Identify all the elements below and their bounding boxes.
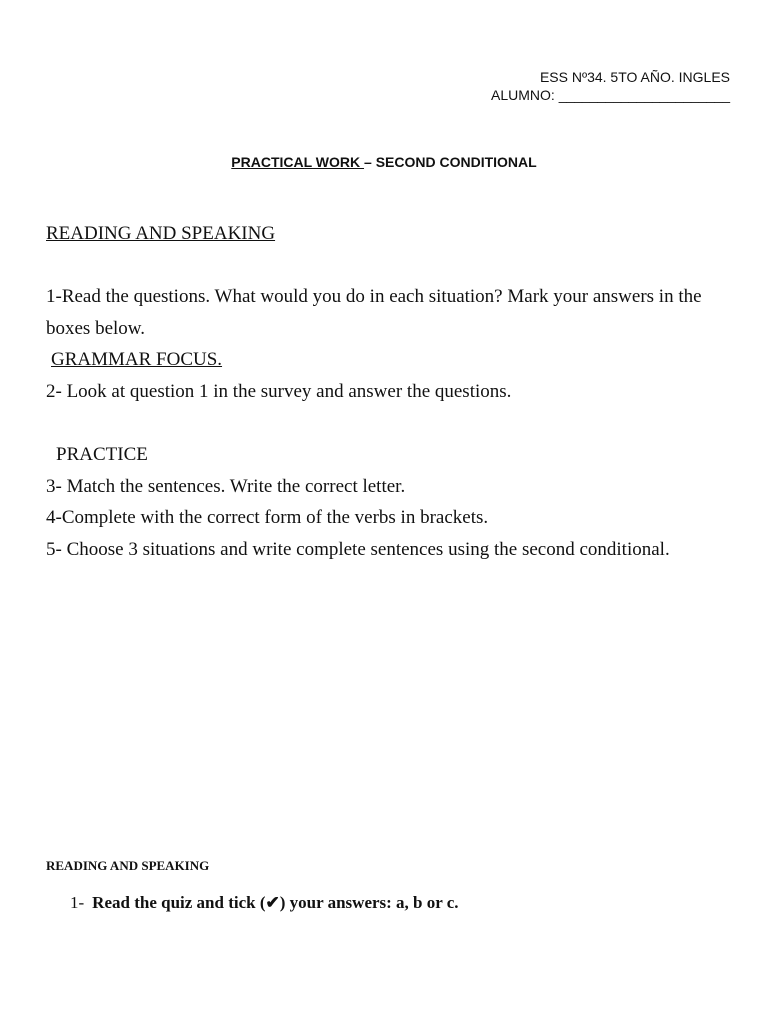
instructions-section [46,218,736,566]
practice-heading: PRACTICE [56,444,148,466]
school-info: ESS Nº34. 5TO AÑO. INGLES [539,69,730,85]
document-header [491,68,730,104]
instruction-item-3: 3- Match the sentences. Write the correct letter. [46,475,406,497]
spacer [46,250,736,282]
title-rest: – SECOND CONDITIONAL [364,154,537,170]
quiz-instruction [70,893,459,913]
section2-heading: READING AND SPEAKING [46,858,210,873]
document-title [0,154,768,170]
spacer [46,408,736,440]
student-name-line: ALUMNO: ______________________ [491,87,730,103]
grammar-focus-heading: GRAMMAR FOCUS. [51,349,223,371]
instruction-item-5: 5- Choose 3 situations and write complete sentences using the second conditional. [46,538,670,560]
instruction-item-1: 1-Read the questions. What would you do in each situation? Mark your answers in the boxes below. [46,286,702,339]
instruction-item-4: 4-Complete with the correct form of the verbs in brackets. [46,507,489,529]
quiz-item-number: 1- [70,893,85,912]
quiz-item-text: Read the quiz and tick (✔) your answers: a, b or c. [92,893,459,912]
section-heading-reading-speaking: READING AND SPEAKING [46,223,276,244]
title-underlined: PRACTICAL WORK [231,154,365,170]
instruction-item-2: 2- Look at question 1 in the survey and answer the questions. [46,380,512,402]
